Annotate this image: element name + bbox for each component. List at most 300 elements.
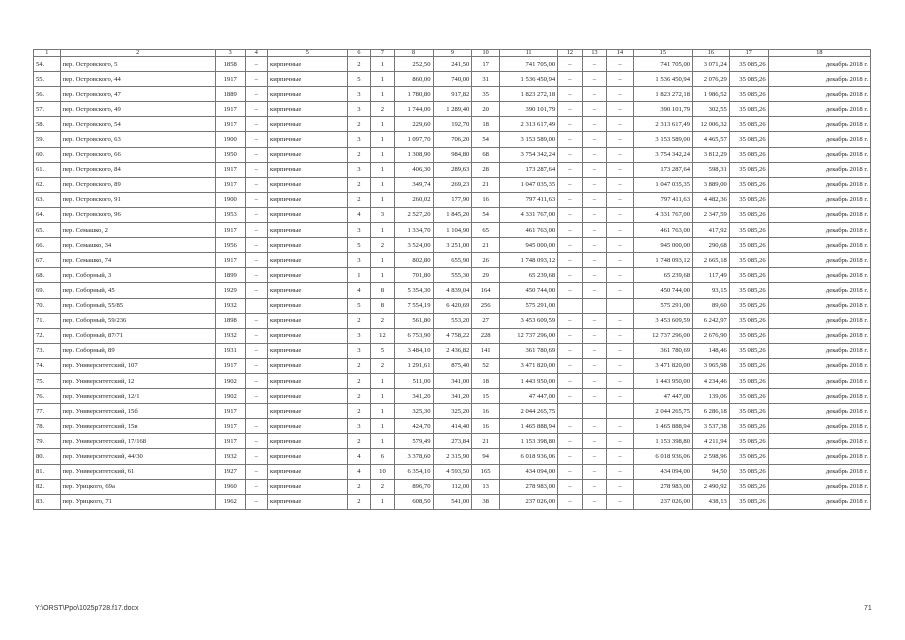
table-cell: 1898 <box>215 313 245 328</box>
table-cell: 3 812,29 <box>693 147 730 162</box>
table-cell: декабрь 2018 г. <box>768 328 870 343</box>
table-cell: – <box>558 434 583 449</box>
table-cell: – <box>245 464 267 479</box>
table-cell: 3 889,00 <box>693 177 730 192</box>
table-cell <box>558 298 583 313</box>
table-cell: 2 <box>347 117 371 132</box>
table-cell: – <box>245 494 267 509</box>
table-cell: – <box>582 162 607 177</box>
table-cell: 1 047 035,35 <box>633 177 692 192</box>
table-cell: декабрь 2018 г. <box>768 192 870 207</box>
table-cell: 3 453 609,59 <box>633 313 692 328</box>
table-cell: – <box>582 238 607 253</box>
table-cell: 1 <box>371 72 395 87</box>
table-cell: – <box>245 192 267 207</box>
table-cell: 177,90 <box>433 192 472 207</box>
column-number: 12 <box>558 50 583 57</box>
table-cell: – <box>607 479 634 494</box>
table-cell: – <box>582 434 607 449</box>
table-cell: 66. <box>34 238 61 253</box>
table-cell: 2 347,59 <box>693 207 730 222</box>
table-cell: 78. <box>34 419 61 434</box>
table-cell: 1917 <box>215 223 245 238</box>
table-row <box>34 72 871 87</box>
table-cell: декабрь 2018 г. <box>768 389 870 404</box>
column-number: 6 <box>347 50 371 57</box>
table-cell: – <box>245 132 267 147</box>
table-cell: – <box>607 253 634 268</box>
table-cell: – <box>558 87 583 102</box>
table-cell: 82. <box>34 479 61 494</box>
table-cell: 1962 <box>215 494 245 509</box>
table-cell: – <box>607 389 634 404</box>
table-cell: 896,70 <box>394 479 433 494</box>
table-cell: 260,02 <box>394 192 433 207</box>
table-cell: кирпичные <box>267 434 347 449</box>
column-number: 3 <box>215 50 245 57</box>
table-cell: – <box>582 117 607 132</box>
table-cell: 4 839,04 <box>433 283 472 298</box>
table-cell: декабрь 2018 г. <box>768 223 870 238</box>
table-cell: 2 490,92 <box>693 479 730 494</box>
table-cell: – <box>558 328 583 343</box>
table-cell: – <box>245 87 267 102</box>
table-cell: 1917 <box>215 117 245 132</box>
table-cell: 1 <box>371 117 395 132</box>
table-cell: 875,40 <box>433 358 472 373</box>
column-number: 15 <box>633 50 692 57</box>
column-number: 4 <box>245 50 267 57</box>
table-cell: 35 085,26 <box>729 404 768 419</box>
table-row <box>34 464 871 479</box>
table-cell: – <box>582 283 607 298</box>
table-cell: 5 <box>371 343 395 358</box>
table-cell: – <box>245 373 267 388</box>
column-number: 14 <box>607 50 634 57</box>
page-number: 71 <box>864 605 872 612</box>
column-number: 1 <box>34 50 61 57</box>
table-cell: 10 <box>371 464 395 479</box>
table-cell: декабрь 2018 г. <box>768 494 870 509</box>
table-cell: – <box>582 373 607 388</box>
table-cell: 173 287,64 <box>499 162 557 177</box>
table-cell: 74. <box>34 358 61 373</box>
table-cell: 1 <box>371 223 395 238</box>
table-cell: – <box>245 283 267 298</box>
table-cell: 1 <box>371 177 395 192</box>
table-cell: 3 471 820,00 <box>499 358 557 373</box>
table-cell: 38 <box>472 494 500 509</box>
table-cell <box>607 404 634 419</box>
table-cell: декабрь 2018 г. <box>768 358 870 373</box>
table-cell: кирпичные <box>267 102 347 117</box>
table-row <box>34 404 871 419</box>
table-cell: – <box>245 449 267 464</box>
table-row <box>34 147 871 162</box>
table-cell: 860,00 <box>394 72 433 87</box>
table-cell: – <box>607 72 634 87</box>
table-header-row <box>34 50 871 57</box>
table-cell: 35 085,26 <box>729 343 768 358</box>
table-cell: 35 085,26 <box>729 147 768 162</box>
table-cell: 2 044 265,75 <box>633 404 692 419</box>
table-cell: 1 536 450,94 <box>499 72 557 87</box>
table-cell: – <box>607 313 634 328</box>
table-cell: декабрь 2018 г. <box>768 162 870 177</box>
table-cell: – <box>245 389 267 404</box>
table-cell: – <box>607 192 634 207</box>
table-cell: 325,30 <box>394 404 433 419</box>
table-cell: 192,70 <box>433 117 472 132</box>
table-cell: – <box>607 102 634 117</box>
table-cell: 6 354,10 <box>394 464 433 479</box>
table-cell: 60. <box>34 147 61 162</box>
table-cell: 35 085,26 <box>729 389 768 404</box>
table-cell: 1 465 888,94 <box>499 419 557 434</box>
table-cell: – <box>607 434 634 449</box>
table-row <box>34 298 871 313</box>
table-cell: 2 527,20 <box>394 207 433 222</box>
table-cell: 741 705,00 <box>499 57 557 72</box>
table-cell: – <box>558 253 583 268</box>
table-cell: 1 <box>371 57 395 72</box>
table-cell: 1950 <box>215 147 245 162</box>
table-cell: декабрь 2018 г. <box>768 434 870 449</box>
table-cell: пер. Семашко, 74 <box>60 253 215 268</box>
table-cell <box>245 298 267 313</box>
table-cell: 390 101,79 <box>633 102 692 117</box>
table-cell: 1900 <box>215 132 245 147</box>
table-cell: 35 085,26 <box>729 313 768 328</box>
table-cell: 511,00 <box>394 373 433 388</box>
table-cell: пер. Соборный, 55/85 <box>60 298 215 313</box>
table-cell: 2 <box>347 373 371 388</box>
table-cell: 93,15 <box>693 283 730 298</box>
table-cell: 8 <box>371 298 395 313</box>
table-cell: 438,13 <box>693 494 730 509</box>
table-cell: 52 <box>472 358 500 373</box>
table-cell: 1 <box>347 268 371 283</box>
table-cell: 2 <box>347 313 371 328</box>
table-cell: 2 <box>347 192 371 207</box>
table-cell: 77. <box>34 404 61 419</box>
table-row <box>34 343 871 358</box>
table-cell: – <box>558 147 583 162</box>
column-number: 2 <box>60 50 215 57</box>
table-cell: – <box>558 358 583 373</box>
table-cell: 70. <box>34 298 61 313</box>
table-cell: 54. <box>34 57 61 72</box>
table-cell: кирпичные <box>267 313 347 328</box>
table-cell: – <box>582 449 607 464</box>
table-cell: декабрь 2018 г. <box>768 238 870 253</box>
table-cell: – <box>582 57 607 72</box>
table-cell: 945 000,00 <box>499 238 557 253</box>
table-cell: декабрь 2018 г. <box>768 313 870 328</box>
table-cell: 361 780,69 <box>633 343 692 358</box>
table-cell: 5 354,30 <box>394 283 433 298</box>
table-cell: – <box>245 343 267 358</box>
table-cell: – <box>582 464 607 479</box>
table-cell: декабрь 2018 г. <box>768 57 870 72</box>
table-cell: 6 420,69 <box>433 298 472 313</box>
table-cell: – <box>607 177 634 192</box>
table-cell: пер. Университетский, 15в <box>60 419 215 434</box>
table-cell: 35 085,26 <box>729 223 768 238</box>
table-cell: 1900 <box>215 192 245 207</box>
table-cell: – <box>245 102 267 117</box>
table-cell: 117,49 <box>693 268 730 283</box>
table-cell: 1917 <box>215 434 245 449</box>
table-cell: 1889 <box>215 87 245 102</box>
table-cell: – <box>558 177 583 192</box>
table-cell: 424,70 <box>394 419 433 434</box>
table-cell: 1 823 272,18 <box>633 87 692 102</box>
table-cell: кирпичные <box>267 117 347 132</box>
table-cell: 3 <box>347 419 371 434</box>
table-cell: 4 482,36 <box>693 192 730 207</box>
table-cell: декабрь 2018 г. <box>768 72 870 87</box>
table-cell: декабрь 2018 г. <box>768 117 870 132</box>
table-cell: – <box>558 102 583 117</box>
table-cell: 1 <box>371 373 395 388</box>
column-number: 10 <box>472 50 500 57</box>
table-cell: 26 <box>472 253 500 268</box>
table-cell: – <box>607 373 634 388</box>
table-row <box>34 162 871 177</box>
table-cell: 35 085,26 <box>729 494 768 509</box>
table-cell: 3 251,00 <box>433 238 472 253</box>
table-cell: 54 <box>472 207 500 222</box>
table-cell: 68 <box>472 147 500 162</box>
table-cell: 1 <box>371 147 395 162</box>
table-cell: 241,50 <box>433 57 472 72</box>
table-cell: – <box>607 57 634 72</box>
table-cell: пер. Островского, 96 <box>60 207 215 222</box>
table-cell: 2 <box>371 358 395 373</box>
table-cell: декабрь 2018 г. <box>768 373 870 388</box>
table-cell: 229,60 <box>394 117 433 132</box>
table-cell: 35 085,26 <box>729 102 768 117</box>
table-cell: пер. Островского, 84 <box>60 162 215 177</box>
table-row <box>34 192 871 207</box>
table-cell: кирпичные <box>267 223 347 238</box>
table-cell: 1 536 450,94 <box>633 72 692 87</box>
table-cell: 2 313 617,49 <box>633 117 692 132</box>
table-cell: 1 845,20 <box>433 207 472 222</box>
table-cell: – <box>582 253 607 268</box>
table-cell: 4 <box>347 283 371 298</box>
table-cell: пер. Островского, 5 <box>60 57 215 72</box>
table-cell: кирпичные <box>267 298 347 313</box>
table-cell: кирпичные <box>267 268 347 283</box>
table-cell: – <box>245 419 267 434</box>
table-cell: 94 <box>472 449 500 464</box>
table-cell: 2 598,96 <box>693 449 730 464</box>
table-cell: 1917 <box>215 404 245 419</box>
table-cell: декабрь 2018 г. <box>768 102 870 117</box>
table-cell: 2 <box>371 479 395 494</box>
table-cell: 81. <box>34 464 61 479</box>
table-cell: 148,46 <box>693 343 730 358</box>
table-cell: – <box>558 223 583 238</box>
table-cell: 1 <box>371 404 395 419</box>
table-cell: кирпичные <box>267 192 347 207</box>
table-cell: 553,20 <box>433 313 472 328</box>
table-cell: декабрь 2018 г. <box>768 207 870 222</box>
table-row <box>34 238 871 253</box>
table-cell: 706,20 <box>433 132 472 147</box>
table-cell: 35 085,26 <box>729 162 768 177</box>
table-cell: – <box>245 117 267 132</box>
table-cell: 3 <box>347 87 371 102</box>
table-cell: 80. <box>34 449 61 464</box>
table-cell: 3 378,60 <box>394 449 433 464</box>
table-cell: 1 <box>371 494 395 509</box>
table-cell: 2 <box>347 389 371 404</box>
table-cell: – <box>582 147 607 162</box>
table-cell: 6 018 936,06 <box>633 449 692 464</box>
table-cell: – <box>558 449 583 464</box>
table-cell: 701,80 <box>394 268 433 283</box>
table-cell: 57. <box>34 102 61 117</box>
table-cell: пер. Университетский, 12/1 <box>60 389 215 404</box>
table-cell: 55. <box>34 72 61 87</box>
table-cell: пер. Островского, 66 <box>60 147 215 162</box>
table-cell: 1 308,90 <box>394 147 433 162</box>
table-cell: 18 <box>472 117 500 132</box>
table-cell: кирпичные <box>267 479 347 494</box>
table-cell: 741 705,00 <box>633 57 692 72</box>
table-cell: – <box>582 87 607 102</box>
table-cell: 1917 <box>215 162 245 177</box>
table-cell: 278 983,00 <box>633 479 692 494</box>
table-cell: 3 <box>347 223 371 238</box>
table-cell: – <box>558 479 583 494</box>
table-cell: 35 085,26 <box>729 117 768 132</box>
table-cell: 2 <box>347 147 371 162</box>
table-cell: декабрь 2018 г. <box>768 464 870 479</box>
table-cell: 3 524,00 <box>394 238 433 253</box>
table-cell: 450 744,00 <box>499 283 557 298</box>
table-cell: 12 737 296,00 <box>633 328 692 343</box>
table-cell: кирпичные <box>267 358 347 373</box>
table-cell: 575 291,00 <box>633 298 692 313</box>
table-cell: – <box>245 313 267 328</box>
table-cell: 2 <box>347 358 371 373</box>
table-cell: 47 447,00 <box>633 389 692 404</box>
table-cell: пер. Университетский, 44/30 <box>60 449 215 464</box>
table-cell: 35 085,26 <box>729 132 768 147</box>
table-cell: – <box>558 132 583 147</box>
table-cell: – <box>607 238 634 253</box>
table-cell: пер. Островского, 91 <box>60 192 215 207</box>
table-cell: 35 085,26 <box>729 479 768 494</box>
table-cell: кирпичные <box>267 494 347 509</box>
table-cell: 6 753,90 <box>394 328 433 343</box>
table-cell: – <box>582 313 607 328</box>
table-cell: 1 334,70 <box>394 223 433 238</box>
table-cell: – <box>582 328 607 343</box>
table-cell: – <box>582 177 607 192</box>
table-cell: 28 <box>472 162 500 177</box>
table-cell: 3 471 820,00 <box>633 358 692 373</box>
table-cell: 802,80 <box>394 253 433 268</box>
column-number: 7 <box>371 50 395 57</box>
table-row <box>34 268 871 283</box>
table-cell: – <box>245 147 267 162</box>
table-cell: пер. Соборный, 45 <box>60 283 215 298</box>
table-cell: декабрь 2018 г. <box>768 147 870 162</box>
table-cell: – <box>558 389 583 404</box>
table-cell: 35 085,26 <box>729 434 768 449</box>
table-cell: 6 242,97 <box>693 313 730 328</box>
table-cell: 2 076,29 <box>693 72 730 87</box>
table-cell: 1 823 272,18 <box>499 87 557 102</box>
table-cell: 5 <box>347 238 371 253</box>
table-cell: – <box>558 373 583 388</box>
table-cell: 361 780,69 <box>499 343 557 358</box>
table-cell <box>582 404 607 419</box>
table-cell: 35 085,26 <box>729 72 768 87</box>
table-cell: 3 754 342,24 <box>633 147 692 162</box>
table-cell: 2 044 265,75 <box>499 404 557 419</box>
table-cell: 289,63 <box>433 162 472 177</box>
table-cell: 2 676,90 <box>693 328 730 343</box>
table-cell: 1 097,70 <box>394 132 433 147</box>
table-cell: кирпичные <box>267 283 347 298</box>
table-cell: 1932 <box>215 328 245 343</box>
table-cell: 1917 <box>215 419 245 434</box>
table-cell: 2 <box>371 313 395 328</box>
table-cell: кирпичные <box>267 373 347 388</box>
table-cell: 35 <box>472 87 500 102</box>
table-cell: кирпичные <box>267 253 347 268</box>
table-cell: – <box>245 177 267 192</box>
table-cell: кирпичные <box>267 132 347 147</box>
table-cell: 1 744,00 <box>394 102 433 117</box>
table-cell: 63. <box>34 192 61 207</box>
table-cell: 35 085,26 <box>729 358 768 373</box>
table-cell: – <box>558 117 583 132</box>
table-cell: 608,50 <box>394 494 433 509</box>
table-cell: пер. Урицкого, 71 <box>60 494 215 509</box>
table-cell: 1932 <box>215 298 245 313</box>
table-cell: 65 239,68 <box>499 268 557 283</box>
table-cell: 3 <box>347 132 371 147</box>
table-cell: 1932 <box>215 449 245 464</box>
table-cell: 12 <box>371 328 395 343</box>
table-cell: – <box>607 464 634 479</box>
table-cell: 555,30 <box>433 268 472 283</box>
table-row <box>34 132 871 147</box>
table-cell: 252,50 <box>394 57 433 72</box>
table-cell: пер. Островского, 49 <box>60 102 215 117</box>
table-cell: – <box>245 223 267 238</box>
table-cell: – <box>582 358 607 373</box>
table-cell: – <box>558 192 583 207</box>
table-cell: 15 <box>472 389 500 404</box>
table-cell: 35 085,26 <box>729 373 768 388</box>
table-cell: 1899 <box>215 268 245 283</box>
table-cell: – <box>582 419 607 434</box>
document-path: Y:\ORST\Ppo\1025p728.f17.docx <box>35 605 139 612</box>
table-cell: 945 000,00 <box>633 238 692 253</box>
table-cell: 16 <box>472 192 500 207</box>
table-cell: 1902 <box>215 373 245 388</box>
table-cell: 79. <box>34 434 61 449</box>
table-cell: – <box>245 328 267 343</box>
